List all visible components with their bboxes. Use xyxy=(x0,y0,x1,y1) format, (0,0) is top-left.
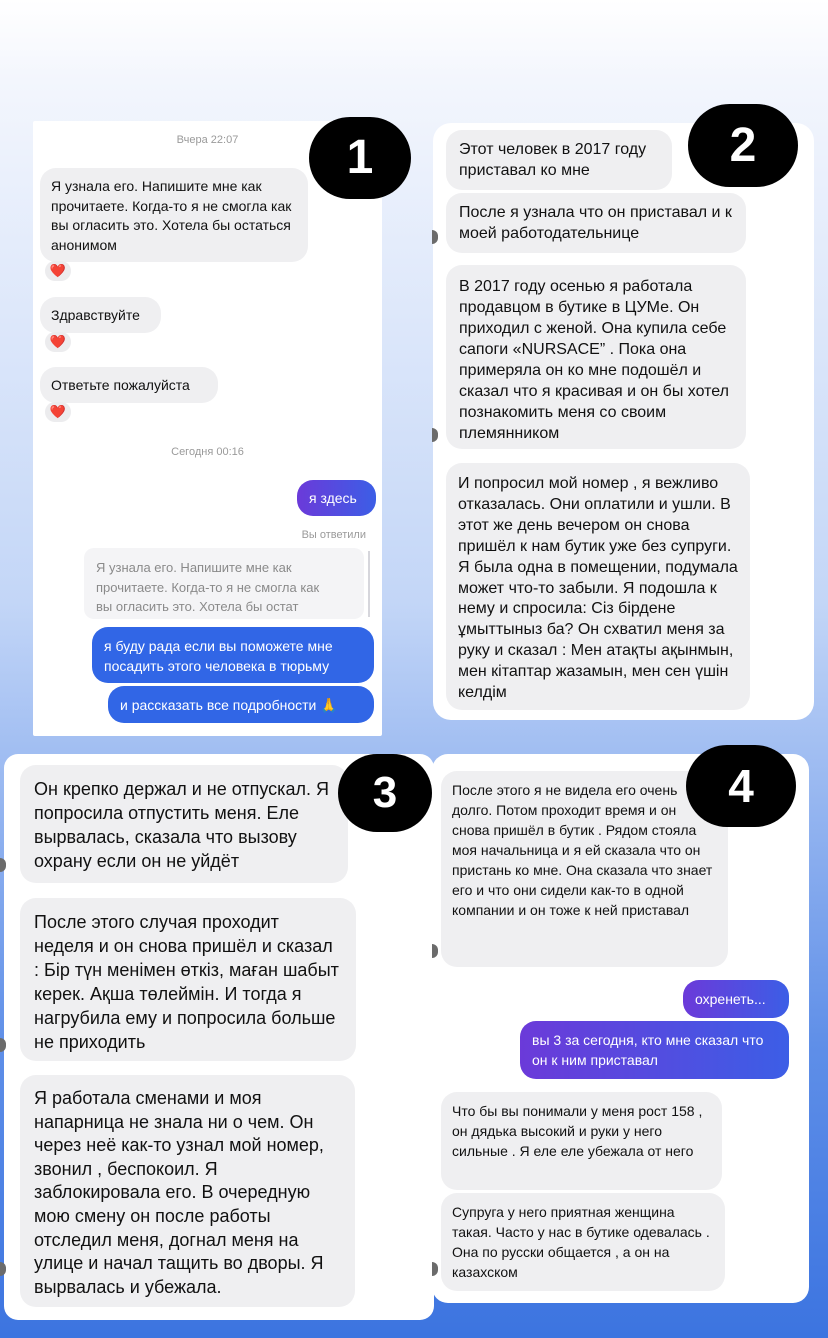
message-bubble-incoming[interactable]: Супруга у него приятная женщина такая. Часто у нас в бутике одевалась . Она по русски общается , а он на казахском xyxy=(441,1193,725,1291)
message-bubble-outgoing[interactable]: я буду рада если вы поможете мне посадить этого человека в тюрьму xyxy=(92,627,374,683)
message-bubble-outgoing[interactable]: я здесь xyxy=(297,480,376,516)
message-bubble-incoming[interactable]: Здравствуйте xyxy=(40,297,161,333)
message-bubble-incoming[interactable]: Он крепко держал и не отпускал. Я попросила отпустить меня. Еле вырвалась, сказала что вызову охрану если он не уйдёт xyxy=(20,765,348,883)
screenshot-panel-1 xyxy=(33,121,382,736)
message-bubble-incoming[interactable]: Ответьте пожалуйста xyxy=(40,367,218,403)
message-bubble-incoming[interactable]: Я узнала его. Напишите мне как прочитаете. Когда-то я не смогла как вы огласить это. Хотела бы остаться анонимом xyxy=(40,168,308,262)
message-bubble-incoming[interactable]: После этого случая проходит неделя и он снова пришёл и сказал : Бір түн менімен өткіз, маған шабыт керек. Ақша төлеймін. И тогда я нагрубила ему и попросила больше не приходить xyxy=(20,898,356,1061)
heart-reaction[interactable]: ❤️ xyxy=(45,261,71,281)
replied-label: Вы ответили xyxy=(301,529,366,541)
quoted-message[interactable] xyxy=(84,548,364,619)
message-bubble-outgoing[interactable]: вы 3 за сегодня, кто мне сказал что он к ним приставал xyxy=(520,1021,789,1079)
screenshot-panel-2 xyxy=(433,123,814,720)
message-bubble-incoming[interactable]: Этот человек в 2017 году приставал ко мне xyxy=(446,130,672,190)
screenshot-panel-3 xyxy=(4,754,434,1320)
number-badge-1: 1 xyxy=(309,117,411,199)
heart-reaction[interactable]: ❤️ xyxy=(45,332,71,352)
number-badge-3: 3 xyxy=(338,754,432,832)
message-bubble-incoming[interactable]: После я узнала что он приставал и к моей работодательнице xyxy=(446,193,746,253)
number-badge-4: 4 xyxy=(686,745,796,827)
quote-bar xyxy=(368,551,370,617)
message-bubble-incoming[interactable]: Я работала сменами и моя напарница не знала ни о чем. Он через неё как-то узнал мой номер, звонил , беспокоил. Я заблокировала его. В очередную мою смену он после работы отследил меня, догнал меня на улице и начал тащить во дворы. Я вырвалась и убежала. xyxy=(20,1075,355,1307)
message-bubble-outgoing[interactable]: охренеть... xyxy=(683,980,789,1018)
quoted-line: прочитаете. Когда-то я не смогла как xyxy=(96,579,320,595)
number-badge-2: 2 xyxy=(688,104,798,187)
screenshot-panel-4 xyxy=(432,754,809,1303)
message-bubble-outgoing[interactable]: и рассказать все подробности 🙏 xyxy=(108,686,374,723)
message-bubble-incoming[interactable]: После этого я не видела его очень долго. Потом проходит время и он снова пришёл в бутик . Рядом стояла моя начальница и я ей сказала что он пристань ко мне. Она сказала что знает его и что они сидели как-то в одной компании и он тоже к ней приставал xyxy=(441,771,728,967)
message-bubble-incoming[interactable]: В 2017 году осенью я работала продавцом в бутике в ЦУМе. Он приходил с женой. Она купила себе сапоги «NURSACE” . Пока она примеряла он ко мне подошёл и сказал что я красивая и он бы хотел познакомить меня со своим племянником xyxy=(446,265,746,449)
message-bubble-incoming[interactable]: Что бы вы понимали у меня рост 158 , он дядька высокий и руки у него сильные . Я еле еле убежала от него xyxy=(441,1092,722,1190)
quoted-line: вы огласить это. Хотела бы остат xyxy=(96,599,299,614)
timestamp-yesterday: Вчера 22:07 xyxy=(176,134,239,146)
quoted-line: Я узнала его. Напишите мне как xyxy=(96,560,292,575)
message-bubble-incoming[interactable]: И попросил мой номер , я вежливо отказалась. Они оплатили и ушли. В этот же день вечером он снова пришёл к нам бутик уже без супруги. Я была одна в помещении, подумала может что-то забыли. Я подошла к нему и спросила: Сіз бірдене ұмыттыныз ба? Он схватил меня за руку и сказал : Мен атақты ақынмын, мен кітаптар жазамын, мен сен үшін келдім xyxy=(446,463,750,710)
timestamp-today: Сегодня 00:16 xyxy=(171,446,244,458)
heart-reaction[interactable]: ❤️ xyxy=(45,402,71,422)
